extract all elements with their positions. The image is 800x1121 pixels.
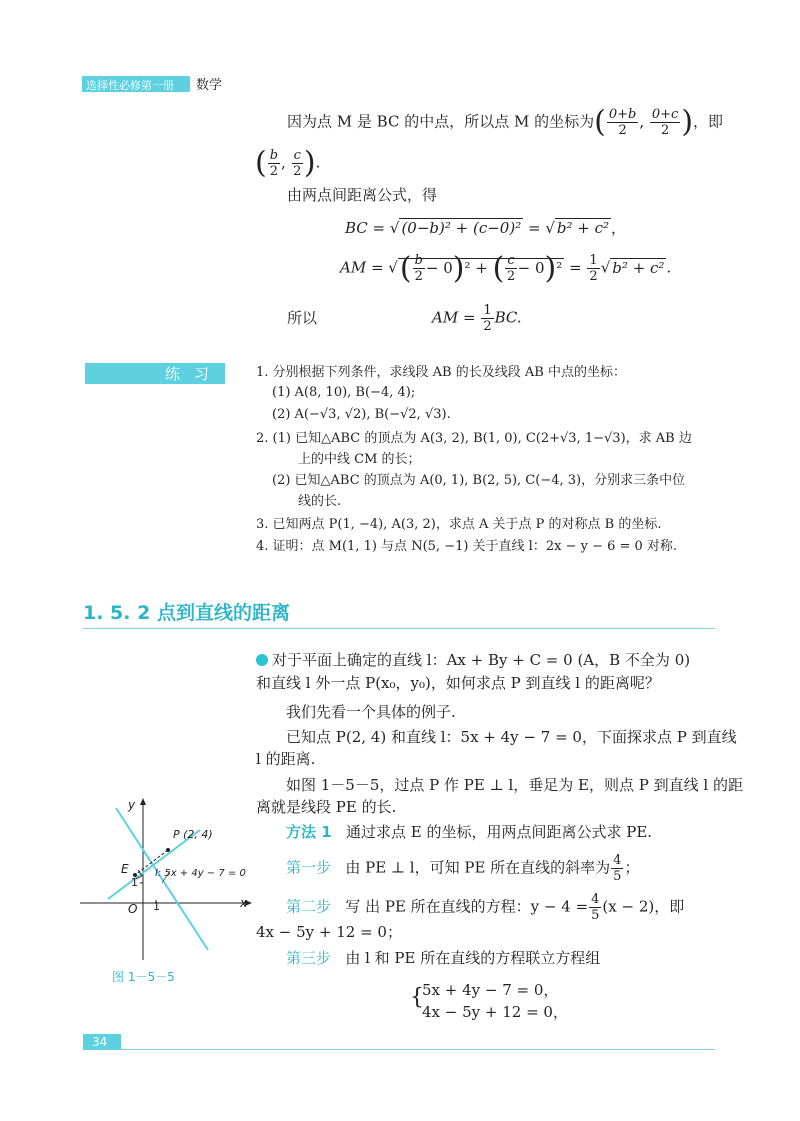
exercise-1: 1. 分别根据下列条件，求线段 AB 的长及线段 AB 中点的坐标：: [256, 365, 626, 380]
frac: $\frac{4}{5}$: [613, 853, 622, 884]
figure-1-5-5: [80, 795, 255, 965]
footer-rule: [83, 1049, 715, 1050]
frac: $\frac{0+c}{2}$: [651, 107, 679, 138]
bullet-dot-icon: [256, 654, 268, 666]
proof-line-2: ( $\frac{b}{2}$ , $\frac{c}{2}$ ).: [255, 145, 321, 181]
frac: $\frac{0+b}{2}$: [608, 107, 637, 138]
fig-label-p: P (2, 4): [173, 828, 213, 841]
fig-label-1y: 1: [131, 876, 138, 889]
exercise-2-1: 2. (1) 已知△ABC 的顶点为 A(3, 2), B(1, 0), C(2+√3, 1−√3)，求 AB 边: [256, 431, 692, 446]
method-label: 方法 1: [286, 823, 332, 841]
step-3: 第三步 由 l 和 PE 所在直线的方程联立方程组: [286, 949, 601, 967]
section-p1b: 和直线 l 外一点 P(x₀，y₀)，如何求点 P 到直线 l 的距离呢？: [256, 674, 660, 692]
y-axis-arrow-icon: [140, 798, 146, 805]
section-p4b: 离就是线段 PE 的长.: [256, 798, 397, 816]
section-rule: [83, 628, 715, 629]
frac: $\frac{b}{2}$: [414, 253, 423, 284]
step-2-label: 第二步: [286, 897, 332, 916]
step-1-label: 第一步: [286, 858, 332, 877]
exercise-1-1: (1) A(8, 10), B(−4, 4);: [272, 385, 416, 400]
system-eq-1: 5x + 4y − 7 = 0，: [422, 981, 559, 999]
proof-line-1-text: 因为点 M 是 BC 的中点，所以点 M 的坐标为: [287, 112, 595, 131]
step-2: 第二步 写 出 PE 所在直线的方程：y − 4 = $\frac{4}{5}$ (x − 2)，即: [286, 892, 685, 923]
step-3-label: 第三步: [286, 949, 332, 967]
fig-label-e: E: [121, 862, 129, 876]
section-p3b: l 的距离.: [256, 750, 316, 768]
step-1: 第一步 由 PE ⊥ l，可知 PE 所在直线的斜率为 $\frac{4}{5}$ ；: [286, 853, 640, 884]
fig-label-line: l: 5x + 4y − 7 = 0: [155, 868, 246, 879]
section-p2: 我们先看一个具体的例子.: [286, 703, 456, 721]
frac: $\frac{b}{2}$: [269, 148, 279, 179]
exercises-label: 练习: [165, 365, 224, 383]
fig-label-y: y: [128, 798, 136, 812]
page-number: 34: [92, 1035, 108, 1049]
fig-label-x: x: [240, 896, 248, 910]
section-p1a: 对于平面上确定的直线 l：Ax + By + C = 0 (A，B 不全为 0): [256, 650, 690, 670]
equation-am: AM = √( $\frac{b}{2}$ − 0)² + ( $\frac{c}{2}$ − 0)² = $\frac{1}{2}$ √ b² + c² .: [340, 250, 672, 286]
figure-caption: 图 1－5－5: [112, 970, 175, 984]
frac: $\frac{c}{2}$: [506, 253, 516, 284]
frac: $\frac{4}{5}$: [591, 892, 600, 923]
fig-label-1x: 1: [153, 900, 160, 913]
proof-line-3: 由两点间距离公式，得: [287, 186, 438, 204]
equation-am-half-bc: AM = $\frac{1}{2}$ BC.: [432, 303, 522, 334]
frac: $\frac{c}{2}$: [293, 148, 302, 179]
exercise-3: 3. 已知两点 P(1, −4), A(3, 2)，求点 A 关于点 P 的对称点 B 的坐标.: [256, 517, 662, 532]
exercise-2-2-cont: 线的长.: [298, 494, 342, 509]
header-series: 选择性必修第一册: [86, 79, 174, 92]
proof-so: 所以: [287, 309, 318, 327]
exercise-1-2: (2) A(−√3, √2), B(−√2, √3).: [272, 407, 451, 422]
system-eq-2: 4x − 5y + 12 = 0，: [422, 1003, 568, 1021]
point-p: [166, 848, 170, 852]
fig-label-o: O: [128, 902, 138, 916]
frac: $\frac{1}{2}$: [483, 303, 492, 334]
section-title: 1. 5. 2 点到直线的距离: [83, 602, 290, 624]
equation-bc: BC = √ (0−b)² + (c−0)² = √ b² + c² ，: [345, 219, 627, 237]
section-p4a: 如图 1－5－5，过点 P 作 PE ⊥ l，垂足为 E，则点 P 到直线 l 的距: [286, 776, 743, 794]
exercise-2-1-cont: 上的中线 CM 的长；: [298, 452, 421, 467]
section-p3a: 已知点 P(2, 4) 和直线 l：5x + 4y − 7 = 0，下面探求点 P 到直线: [286, 728, 737, 746]
exercise-2-2: (2) 已知△ABC 的顶点为 A(0, 1), B(2, 5), C(−4, 3)，分别求三条中位: [272, 473, 686, 488]
frac: $\frac{1}{2}$: [589, 253, 598, 284]
system-brace: {: [410, 985, 424, 1010]
step-2-cont: 4x − 5y + 12 = 0；: [256, 923, 402, 941]
exercise-4: 4. 证明：点 M(1, 1) 与点 N(5, −1) 关于直线 l：2x − y − 6 = 0 对称.: [256, 539, 678, 554]
method-1: 方法 1 通过求点 E 的坐标，用两点间距离公式求 PE.: [286, 823, 653, 841]
header-subject: 数学: [196, 78, 223, 93]
proof-line-1: 因为点 M 是 BC 的中点，所以点 M 的坐标为( $\frac{0+b}{2}$ , $\frac{0+c}{2}$ )，即: [287, 104, 724, 140]
